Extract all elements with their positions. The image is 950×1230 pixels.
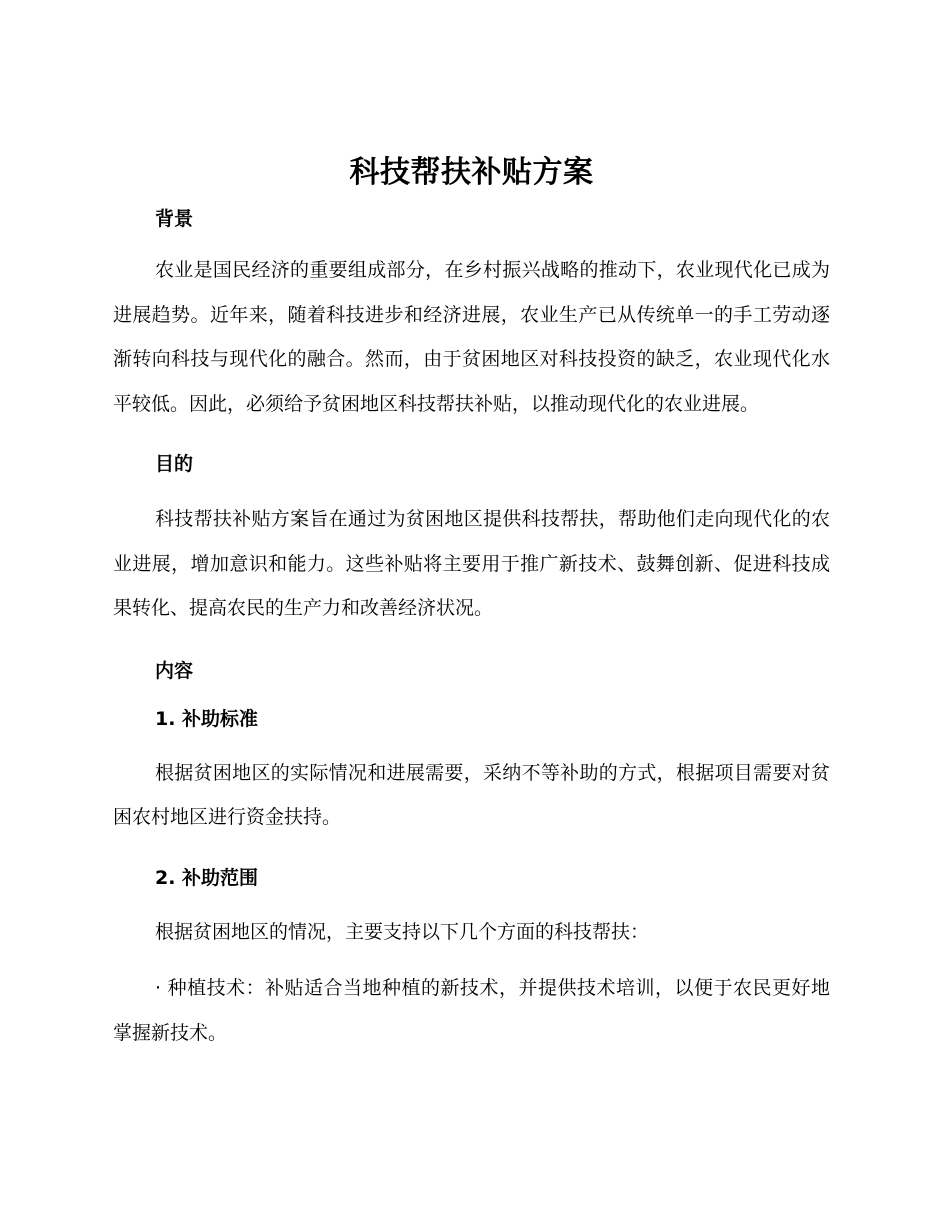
- paragraph-background: 农业是国民经济的重要组成部分，在乡村振兴战略的推动下，农业现代化已成为进展趋势。近年来，随着科技进步和经济进展，农业生产已从传统单一的手工劳动逐渐转向科技与现代化的融合。然而，由于贫困地区对科技投资的缺乏，农业现代化水平较低。因此，必须给予贫困地区科技帮扶补贴，以推动现代化的农业进展。: [113, 259, 830, 415]
- section-heading-goal: 目的: [155, 453, 194, 475]
- subsection-heading-standard: 1. 补助标准: [155, 707, 259, 730]
- paragraph-goal: 科技帮扶补贴方案旨在通过为贫困地区提供科技帮扶，帮助他们走向现代化的农业进展，增加意识和能力。这些补贴将主要用于推广新技术、鼓舞创新、促进科技成果转化、提高农民的生产力和改善经济状况。: [113, 508, 830, 619]
- section-heading-content: 内容: [155, 659, 194, 682]
- bullet-item-planting-technology: · 种植技术：补贴适合当地种植的新技术，并提供技术培训，以便于农民更好地掌握新技术。: [113, 977, 830, 1044]
- section-heading-background: 背景: [155, 208, 194, 230]
- subsection-heading-scope: 2. 补助范围: [155, 866, 259, 889]
- document-title: 科技帮扶补贴方案: [349, 155, 594, 190]
- paragraph-standard: 根据贫困地区的实际情况和进展需要，采纳不等补助的方式，根据项目需要对贫困农村地区进行资金扶持。: [113, 761, 830, 828]
- paragraph-scope: 根据贫困地区的情况，主要支持以下几个方面的科技帮扶：: [155, 920, 650, 943]
